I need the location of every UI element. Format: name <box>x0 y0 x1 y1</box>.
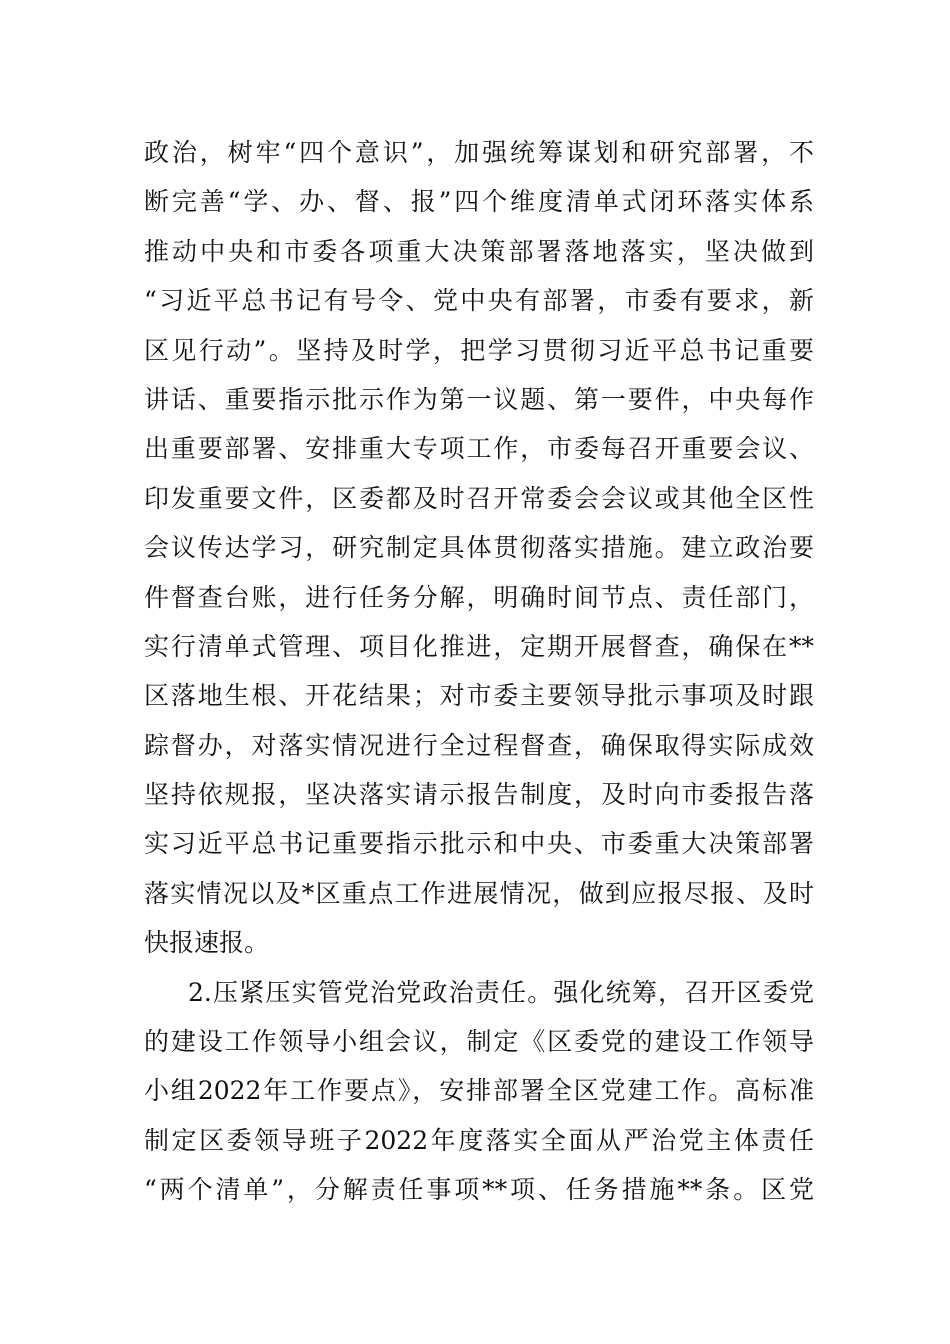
text-line: 落实情况以及*区重点工作进展情况，做到应报尽报、及时 <box>144 878 814 908</box>
text-line: 的建设工作领导小组会议，制定《区委党的建设工作领导 <box>144 1027 814 1057</box>
text-line: 坚持依规报，坚决落实请示报告制度，及时向市委报告落 <box>144 780 814 810</box>
text-line: 推动中央和市委各项重大决策部署落地落实，坚决做到 <box>144 236 814 266</box>
text-line: 断完善“学、办、督、报”四个维度清单式闭环落实体系 <box>144 187 814 217</box>
text-line: “两个清单”，分解责任事项**项、任务措施**条。区党 <box>144 1175 814 1205</box>
text-line: 实行清单式管理、项目化推进，定期开展督查，确保在** <box>144 631 814 661</box>
text-line: 踪督办，对落实情况进行全过程督查，确保取得实际成效 <box>144 730 814 760</box>
text-line: 印发重要文件，区委都及时召开常委会会议或其他全区性 <box>144 483 814 513</box>
text-line: 区落地生根、开花结果；对市委主要领导批示事项及时跟 <box>144 681 814 711</box>
text-line: 实习近平总书记重要指示批示和中央、市委重大决策部署 <box>144 829 814 859</box>
text-line: 出重要部署、安排重大专项工作，市委每召开重要会议、 <box>144 434 814 464</box>
text-line: 制定区委领导班子2022年度落实全面从严治党主体责任 <box>144 1125 814 1155</box>
text-line: 讲话、重要指示批示作为第一议题、第一要件，中央每作 <box>144 384 814 414</box>
section-heading-line: 2.压紧压实管党治党政治责任。强化统筹，召开区委党 <box>188 977 814 1007</box>
text-line: 政治，树牢“四个意识”，加强统筹谋划和研究部署，不 <box>144 138 814 167</box>
text-line: 快报速报。 <box>144 928 270 958</box>
text-line: 会议传达学习，研究制定具体贯彻落实措施。建立政治要 <box>144 533 814 563</box>
text-line: 小组2022年工作要点》，安排部署全区党建工作。高标准 <box>144 1076 814 1106</box>
text-line: “习近平总书记有号令、党中央有部署，市委有要求，新 <box>144 286 814 316</box>
text-line: 区见行动”。坚持及时学，把学习贯彻习近平总书记重要 <box>144 335 814 365</box>
text-line: 件督查台账，进行任务分解，明确时间节点、责任部门， <box>144 582 814 612</box>
body-text <box>144 128 814 1215</box>
